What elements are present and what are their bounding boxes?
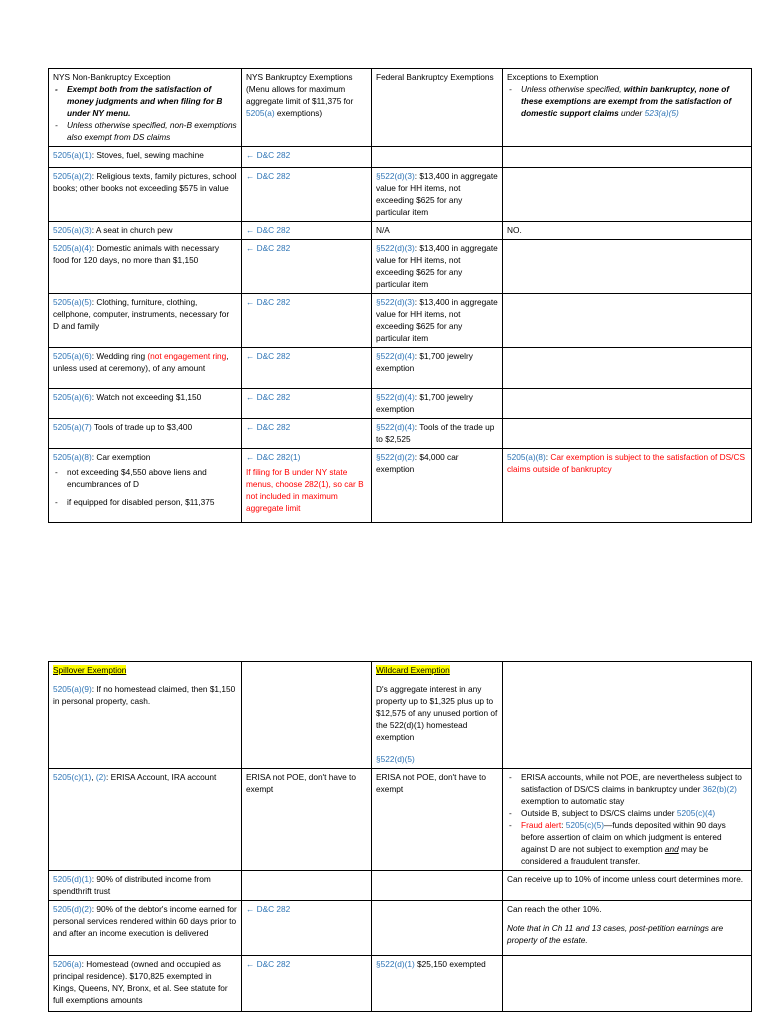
statute-link[interactable]: §522(d)(4) bbox=[376, 392, 415, 402]
cell-nys-bankruptcy: ← D&C 282 bbox=[242, 294, 372, 348]
statute-link[interactable]: 5205(a)(6) bbox=[53, 392, 92, 402]
cell-exception: 5205(a)(8): Car exemption is subject to the satisfaction of DS/CS claims outside of bankruptcy bbox=[503, 449, 752, 523]
statute-link[interactable]: §522(d)(3) bbox=[376, 243, 415, 253]
note-text: Note that in Ch 11 and 13 cases, post-petition earnings are property of the estate. bbox=[507, 923, 724, 945]
list-item: - not exceeding $4,550 above liens and encumbrances of D bbox=[53, 466, 237, 490]
cell-exception bbox=[503, 147, 752, 168]
table-row bbox=[49, 348, 752, 389]
cell-exception bbox=[503, 956, 752, 1012]
statute-link[interactable]: §522(d)(4) bbox=[376, 422, 415, 432]
cell-nys-bankruptcy: ← D&C 282 bbox=[242, 348, 372, 389]
cell-nys-exception: 5205(a)(7) Tools of trade up to $3,400 bbox=[49, 419, 242, 449]
table-row bbox=[49, 871, 752, 901]
statute-link[interactable]: 5205(c)(1) bbox=[53, 772, 92, 782]
cell-federal: §522(d)(2): $4,000 car exemption bbox=[372, 449, 503, 523]
cell-exception bbox=[503, 348, 752, 389]
cell-nys-bankruptcy bbox=[242, 662, 372, 769]
cell-nys-exception: 5205(a)(8): Car exemption - not exceeding $4,550 above liens and encumbrances of D - if equipped for disabled person, $11,375 bbox=[49, 449, 242, 523]
cell-federal: Wildcard Exemption D's aggregate interest in any property up to $1,325 plus up to $12,575 of any unused portion of the 522(d)(1) homestead exemption §522(d)(5) bbox=[372, 662, 503, 769]
list-item: - ERISA accounts, while not POE, are nevertheless subject to satisfaction of DS/CS claims in bankruptcy under 362(b)(2) exemption to automatic stay bbox=[507, 771, 747, 807]
cell-exception bbox=[503, 419, 752, 449]
statute-link[interactable]: 5205(d)(2) bbox=[53, 904, 92, 914]
statute-link[interactable]: 5205(a)(9) bbox=[53, 684, 92, 694]
cell-nys-bankruptcy: ← D&C 282 bbox=[242, 419, 372, 449]
cell-exception bbox=[503, 240, 752, 294]
cell-nys-exception: 5205(a)(2): Religious texts, family pictures, school books; other books not exceeding $575 in value bbox=[49, 168, 242, 222]
cell-exception: Can receive up to 10% of income unless court determines more. bbox=[503, 871, 752, 901]
cell-exception bbox=[503, 769, 752, 871]
header-bullet: - Unless otherwise specified, within bankruptcy, none of these exemptions are exempt from the satisfaction of domestic support claims under 523(a)(5) bbox=[507, 83, 747, 119]
table-row bbox=[49, 222, 752, 240]
exemptions-table-1 bbox=[48, 68, 752, 523]
statute-link[interactable]: 5205(a)(7) bbox=[53, 422, 92, 432]
cell-nys-bankruptcy: ← D&C 282 bbox=[242, 240, 372, 294]
cell-nys-bankruptcy: ← D&C 282 bbox=[242, 168, 372, 222]
cell-nys-bankruptcy bbox=[242, 871, 372, 901]
cell-federal: §522(d)(4): $1,700 jewelry exemption bbox=[372, 348, 503, 389]
header-nys-non-bankruptcy bbox=[49, 69, 242, 147]
cell-federal bbox=[372, 871, 503, 901]
cell-nys-bankruptcy: ← D&C 282(1) If filing for B under NY state menus, choose 282(1), so car B not included in maximum aggregate limit bbox=[242, 449, 372, 523]
table-row bbox=[49, 901, 752, 956]
note-text: If filing for B under NY state menus, choose 282(1), so car B not included in maximum aggregate limit bbox=[246, 467, 364, 513]
list-item: - Fraud alert: 5205(c)(5)—funds deposited within 90 days before assertion of claim on which judgment is entered against D are not subject to exemption and may be considered a fraudulent transfer. bbox=[507, 819, 747, 867]
cell-nys-exception: 5205(d)(1): 90% of distributed income from spendthrift trust bbox=[49, 871, 242, 901]
cell-nys-bankruptcy: ← D&C 282 bbox=[242, 222, 372, 240]
list-item: - Outside B, subject to DS/CS claims under 5205(c)(4) bbox=[507, 807, 747, 819]
header-bullet: - Exempt both from the satisfaction of money judgments and when filing for B under NY menu. bbox=[53, 83, 237, 119]
table-row bbox=[49, 956, 752, 1012]
statute-link[interactable]: 5205(a)(5) bbox=[53, 297, 92, 307]
cell-exception bbox=[503, 294, 752, 348]
cell-nys-bankruptcy: ← D&C 282 bbox=[242, 956, 372, 1012]
section-title: Wildcard Exemption bbox=[376, 665, 450, 675]
statute-link[interactable]: (2) bbox=[95, 772, 107, 782]
statute-link[interactable]: 5205(a)(8) bbox=[507, 452, 546, 462]
cell-nys-bankruptcy: ERISA not POE, don't have to exempt bbox=[242, 769, 372, 871]
header-bullet: - Unless otherwise specified, non-B exemptions also exempt from DS claims bbox=[53, 119, 237, 143]
cell-nys-exception: 5205(a)(6): Watch not exceeding $1,150 bbox=[49, 389, 242, 419]
statute-link[interactable]: 362(b)(2) bbox=[702, 784, 737, 794]
cell-nys-exception: 5205(a)(3): A seat in church pew bbox=[49, 222, 242, 240]
cell-nys-exception: 5205(a)(6): Wedding ring (not engagement ring, unless used at ceremony), of any amount bbox=[49, 348, 242, 389]
header-title: NYS Non-Bankruptcy Exception bbox=[53, 72, 171, 82]
statute-link[interactable]: 5205(a) bbox=[246, 108, 275, 118]
cell-nys-exception: Spillover Exemption 5205(a)(9): If no homestead claimed, then $1,150 in personal property, cash. bbox=[49, 662, 242, 769]
cell-nys-exception: 5205(c)(1), (2): ERISA Account, IRA account bbox=[49, 769, 242, 871]
cell-exception: Can reach the other 10%. Note that in Ch 11 and 13 cases, post-petition earnings are property of the estate. bbox=[503, 901, 752, 956]
cell-exception bbox=[503, 389, 752, 419]
cell-nys-exception: 5205(a)(4): Domestic animals with necessary food for 120 days, no more than $1,150 bbox=[49, 240, 242, 294]
cell-exception bbox=[503, 168, 752, 222]
statute-link[interactable]: 5205(c)(5) bbox=[565, 820, 605, 830]
header-nys-bankruptcy: NYS Bankruptcy Exemptions (Menu allows for maximum aggregate limit of $11,375 for 5205(a) exemptions) bbox=[242, 69, 372, 147]
cell-federal: §522(d)(3): $13,400 in aggregate value for HH items, not exceeding $625 for any particular item bbox=[372, 168, 503, 222]
section-title: Spillover Exemption bbox=[53, 665, 127, 675]
table-row bbox=[49, 294, 752, 348]
header-exceptions bbox=[503, 69, 752, 147]
cell-federal: §522(d)(4): Tools of the trade up to $2,525 bbox=[372, 419, 503, 449]
statute-link[interactable]: §522(d)(1) bbox=[376, 959, 415, 969]
statute-link[interactable]: 5205(a)(6) bbox=[53, 351, 92, 361]
cell-nys-bankruptcy: ← D&C 282 bbox=[242, 389, 372, 419]
statute-link[interactable]: 5205(a)(8) bbox=[53, 452, 92, 462]
cell-federal: N/A bbox=[372, 222, 503, 240]
table-row bbox=[49, 240, 752, 294]
table-row bbox=[49, 168, 752, 222]
table-header-row bbox=[49, 69, 752, 147]
cell-federal: §522(d)(1) $25,150 exempted bbox=[372, 956, 503, 1012]
header-title: Exceptions to Exemption bbox=[507, 72, 599, 82]
table-row bbox=[49, 147, 752, 168]
table-row bbox=[49, 662, 752, 769]
statute-link[interactable]: §522(d)(4) bbox=[376, 351, 415, 361]
table-row bbox=[49, 419, 752, 449]
header-federal-bankruptcy: Federal Bankruptcy Exemptions bbox=[372, 69, 503, 147]
statute-link[interactable]: 5205(a)(1) bbox=[53, 150, 92, 160]
cell-nys-exception: 5205(a)(1): Stoves, fuel, sewing machine bbox=[49, 147, 242, 168]
statute-link[interactable]: 5205(c)(4) bbox=[676, 808, 716, 818]
cell-nys-exception: 5205(d)(2): 90% of the debtor's income earned for personal services rendered within 60 days prior to and after an income execution is delivered bbox=[49, 901, 242, 956]
cell-nys-exception: 5206(a): Homestead (owned and occupied as principal residence). $170,825 exempted in Kings, Queens, NY, Bronx, et al. See statute for full exemptions amounts bbox=[49, 956, 242, 1012]
cell-nys-exception: 5205(a)(5): Clothing, furniture, clothing, cellphone, computer, instruments, necessary for D and family bbox=[49, 294, 242, 348]
cell-federal bbox=[372, 147, 503, 168]
cell-federal bbox=[372, 901, 503, 956]
list-item: - if equipped for disabled person, $11,375 bbox=[53, 496, 237, 508]
statute-link[interactable]: 5206(a) bbox=[53, 959, 82, 969]
statute-link[interactable]: 523(a)(5) bbox=[644, 108, 679, 118]
cell-nys-bankruptcy: ← D&C 282 bbox=[242, 901, 372, 956]
table-row bbox=[49, 769, 752, 871]
statute-link[interactable]: 5205(a)(2) bbox=[53, 171, 92, 181]
exemptions-table-2 bbox=[48, 661, 752, 1012]
cell-federal: §522(d)(4): $1,700 jewelry exemption bbox=[372, 389, 503, 419]
statute-link[interactable]: §522(d)(2) bbox=[376, 452, 415, 462]
cell-exception: NO. bbox=[503, 222, 752, 240]
statute-link[interactable]: §522(d)(3) bbox=[376, 171, 415, 181]
statute-link[interactable]: §522(d)(5) bbox=[376, 754, 415, 764]
cell-federal: §522(d)(3): $13,400 in aggregate value for HH items, not exceeding $625 for any particular item bbox=[372, 240, 503, 294]
statute-link[interactable]: 5205(d)(1) bbox=[53, 874, 92, 884]
cell-nys-bankruptcy: ← D&C 282 bbox=[242, 147, 372, 168]
table-row bbox=[49, 449, 752, 523]
cell-federal: §522(d)(3): $13,400 in aggregate value for HH items, not exceeding $625 for any particular item bbox=[372, 294, 503, 348]
statute-link[interactable]: §522(d)(3) bbox=[376, 297, 415, 307]
cell-exception bbox=[503, 662, 752, 769]
statute-link[interactable]: 5205(a)(4) bbox=[53, 243, 92, 253]
table-row bbox=[49, 389, 752, 419]
statute-link[interactable]: 5205(a)(3) bbox=[53, 225, 92, 235]
cell-federal: ERISA not POE, don't have to exempt bbox=[372, 769, 503, 871]
